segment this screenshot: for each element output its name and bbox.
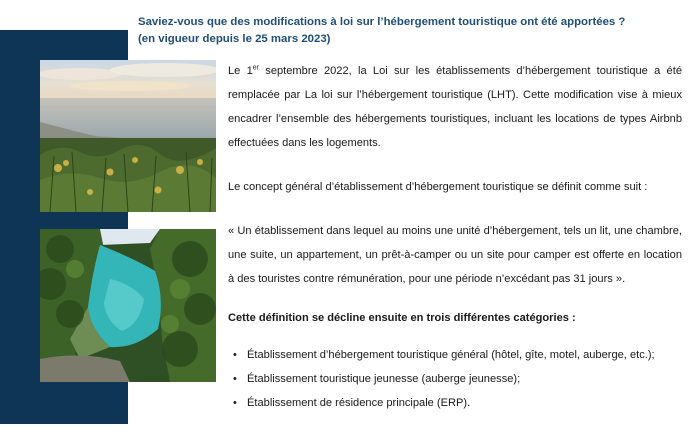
header-question: Saviez-vous que des modifications à loi sur l’hébergement touristique ont été apportées ? <box>138 16 626 28</box>
ordinal-superscript: er <box>252 64 260 72</box>
list-item: • Établissement touristique jeunesse (auberge jeunesse); <box>228 367 682 391</box>
intro-paragraph: Le 1er septembre 2022, la Loi sur les établissements d’hébergement touristique a été remplacée par La loi sur l’hébergement touristique (LHT). Cette modification vise à mieux encadrer l’ensemble des hébergements touristiques, incluant les locations de types Airbnb effectuées dans les logements. <box>228 64 682 149</box>
article-body <box>228 59 682 415</box>
page-header <box>138 14 688 48</box>
river-gorge-photo <box>40 229 216 382</box>
header-effective-date: (en vigueur depuis le 25 mars 2023) <box>138 33 331 45</box>
lake-shore-photo <box>40 60 216 212</box>
categories-list <box>228 343 682 415</box>
categories-heading: Cette définition se décline ensuite en trois différentes catégories : <box>228 312 576 324</box>
list-item: • Établissement de résidence principale (ERP). <box>228 391 682 415</box>
definition-quote: « Un établissement dans lequel au moins une unité d’hébergement, tels un lit, une chambre, une suite, un appartement, un prêt-à-camper ou un site pour camper est offerte en location à des touristes contre rémunération, pour une période n’excédant pas 31 jours ». <box>228 225 682 285</box>
list-item: • Établissement d’hébergement touristique général (hôtel, gîte, motel, auberge, etc.); <box>228 343 682 367</box>
concept-paragraph: Le concept général d’établissement d’hébergement touristique se définit comme suit : <box>228 181 648 193</box>
